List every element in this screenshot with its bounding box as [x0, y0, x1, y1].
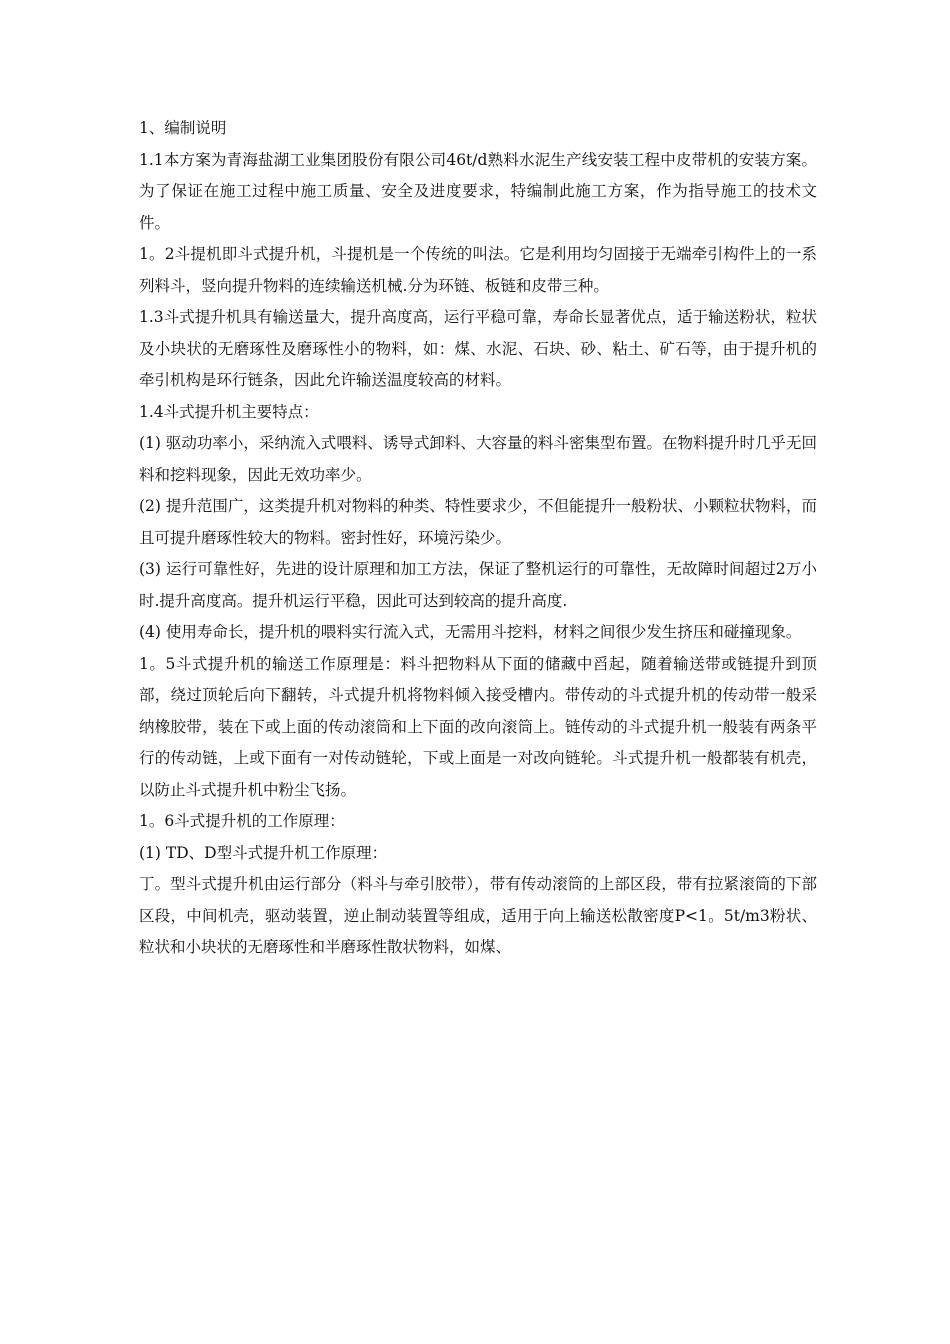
paragraph-1-6-heading: 1。6斗式提升机的工作原理： [139, 812, 345, 830]
list-item-1: (1) 驱动功率小，采纳流入式喂料、诱导式卸料、大容量的料斗密集型布置。在物料提升时几乎无回料和挖料现象，因此无效功率少。 [139, 434, 817, 484]
sub-item-1: (1) TD、D型斗式提升机工作原理： [139, 843, 388, 862]
paragraph-1-2: 1。2斗提机即斗式提升机，斗提机是一个传统的叫法。它是利用均匀固接于无端牵引构件上的一系列料斗，竖向提升物料的连续输送机械.分为环链、板链和皮带三种。 [139, 245, 817, 295]
paragraph-1-1: 1.1本方案为青海盐湖工业集团股份有限公司46t/d熟料水泥生产线安装工程中皮带机的安装方案。为了保证在施工过程中施工质量、安全及进度要求，特编制此施工方案，作为指导施工的技术文件。 [139, 150, 817, 232]
list-item-3: (3) 运行可靠性好，先进的设计原理和加工方法，保证了整机运行的可靠性，无故障时间超过2万小时.提升高度高。提升机运行平稳，因此可达到较高的提升高度. [139, 560, 817, 610]
paragraph-1-5: 1。5斗式提升机的输送工作原理是：料斗把物料从下面的储藏中舀起，随着输送带或链提升到顶部，绕过顶轮后向下翻转，斗式提升机将物料倾入接受槽内。带传动的斗式提升机的传动带一般采纳橡胶带，装在下或上面的传动滚筒和上下面的改向滚筒上。链传动的斗式提升机一般装有两条平行的传动链，上或下面有一对传动链轮，下或上面是一对改向链轮。斗式提升机一般都装有机壳，以防止斗式提升机中粉尘飞扬。 [139, 654, 817, 799]
paragraph-1-4-heading: 1.4斗式提升机主要特点： [139, 402, 319, 421]
paragraph-td-description: 丁。型斗式提升机由运行部分（料斗与牵引胶带），带有传动滚筒的上部区段，带有拉紧滚筒的下部区段，中间机壳，驱动装置，逆止制动装置等组成，适用于向上输送松散密度P<1。5t/m3粉状、粒状和小块状的无磨琢性和半磨琢性散状物料，如煤、 [139, 875, 817, 956]
section-heading: 1、编制说明 [139, 119, 227, 137]
list-item-2: (2) 提升范围广，这类提升机对物料的种类、特性要求少，不但能提升一般粉状、小颗粒状物料，而且可提升磨琢性较大的物料。密封性好，环境污染少。 [139, 497, 817, 547]
document-page [139, 113, 817, 964]
list-item-4: (4) 使用寿命长，提升机的喂料实行流入式，无需用斗挖料，材料之间很少发生挤压和碰撞现象。 [139, 623, 802, 641]
paragraph-1-3: 1.3斗式提升机具有输送量大，提升高度高，运行平稳可靠，寿命长显著优点，适于输送粉状，粒状及小块状的无磨琢性及磨琢性小的物料，如：煤、水泥、石块、砂、粘土、矿石等，由于提升机的牵引机构是环行链条，因此允许输送温度较高的材料。 [139, 308, 817, 389]
